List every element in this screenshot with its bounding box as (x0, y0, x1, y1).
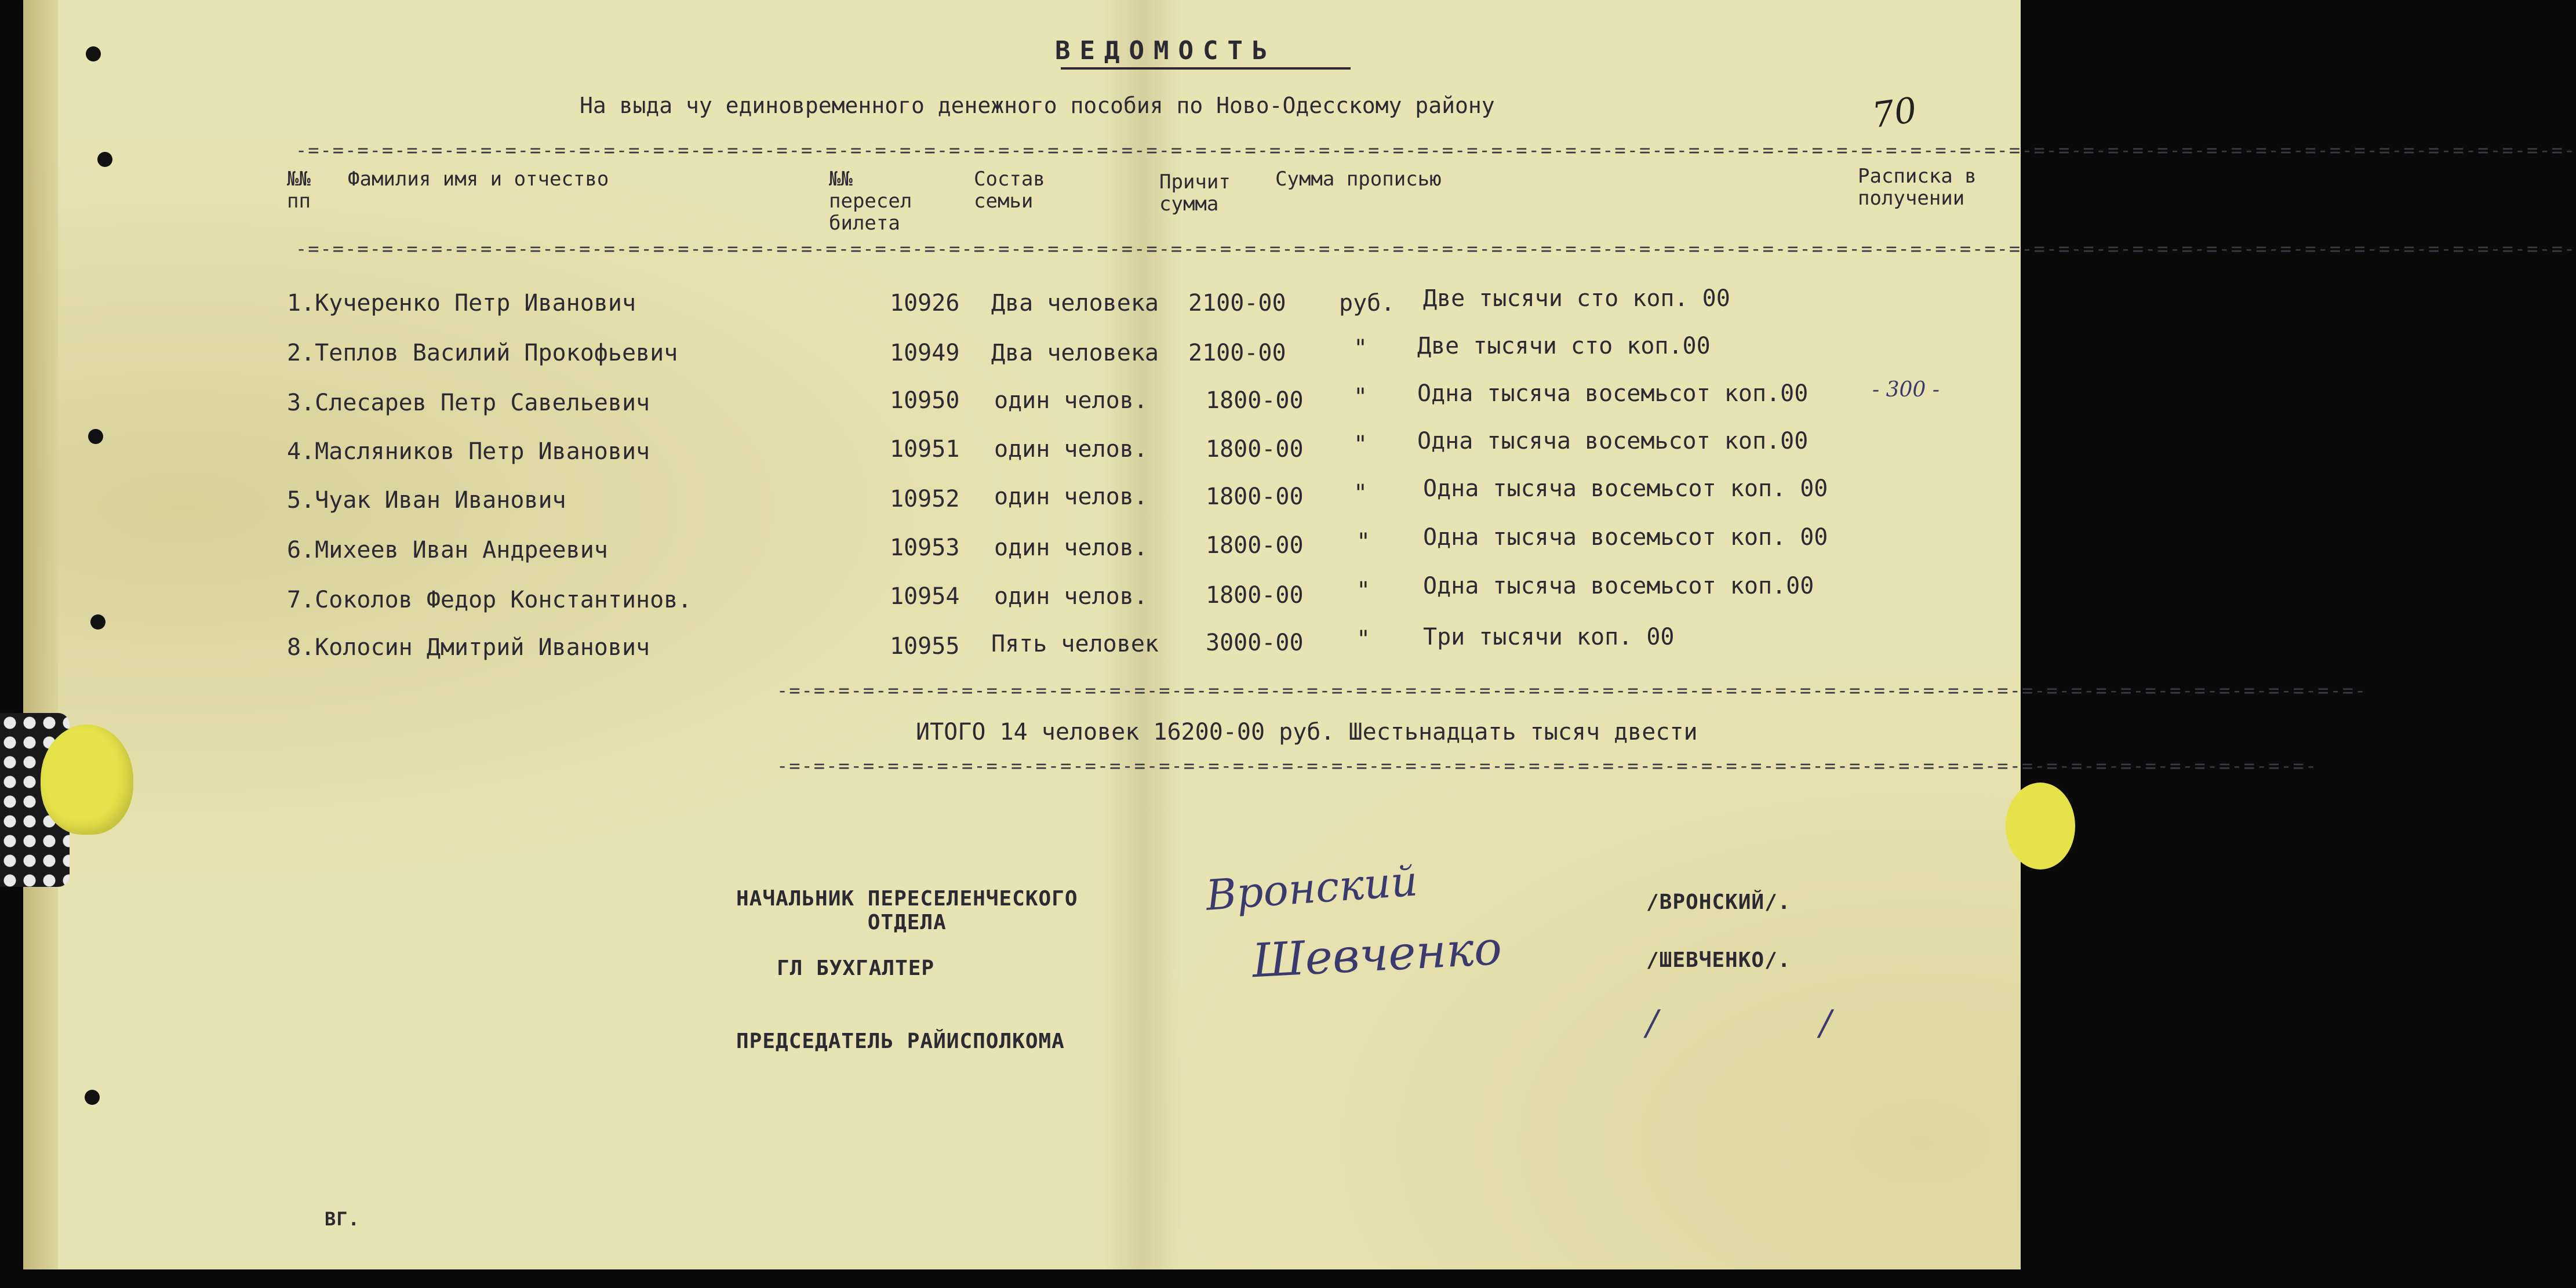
punch-hole (86, 46, 101, 61)
row-words: Одна тысяча восемьсот коп. 00 (1423, 475, 1828, 502)
row-ticket: 10953 (890, 534, 960, 561)
clip-knob-right (2006, 783, 2075, 869)
row-name: 3.Слесарев Петр Савельевич (287, 390, 650, 416)
row-name: 7.Соколов Федор Константинов. (287, 587, 692, 613)
row-ditto: " (1354, 384, 1368, 410)
punch-hole (85, 1090, 100, 1105)
row-sum: 1800-00 (1206, 387, 1304, 414)
row-name: 2.Теплов Василий Прокофьевич (287, 340, 678, 366)
row-family: один челов. (994, 387, 1148, 414)
row-ticket: 10952 (890, 486, 960, 512)
total-bottom-rule: -=-=-=-=-=-=-=-=-=-=-=-=-=-=-=-=-=-=-=-=-=-=-=-=-=-=-=-=-=-=-=-=-=-=-=-=-=-=-=-=-=-=-=-=-=-=-=-=-=-=-=-=-=-=-=-=-=-=-=-=-=-=- (777, 755, 2318, 777)
row-words: Три тысячи коп. 00 (1423, 624, 1675, 650)
row-ditto: " (1356, 529, 1371, 555)
row-ticket: 10950 (890, 387, 960, 414)
head-name: /ВРОНСКИЙ/. (1646, 890, 1791, 914)
row-sum: 1800-00 (1206, 532, 1304, 559)
header-words: Сумма прописью (1275, 168, 1442, 191)
row-words: Одна тысяча восемьсот коп.00 (1417, 428, 1809, 454)
row-ditto: " (1354, 335, 1368, 362)
row-family: один челов. (994, 583, 1148, 610)
row-ditto: " (1356, 626, 1371, 653)
header-family: Состав семьи (974, 168, 1045, 213)
row-ticket: 10954 (890, 583, 960, 610)
row-family: один челов. (994, 436, 1148, 463)
row-family: Пять человек (991, 631, 1159, 657)
document-subtitle: На выда чу единовременного денежного пособия по Ново-Одесскому району (580, 93, 1495, 118)
chief-accountant-label: ГЛ БУХГАЛТЕР (777, 956, 935, 980)
row-name: 8.Колосин Дмитрий Иванович (287, 634, 650, 661)
punch-hole (90, 614, 105, 630)
typist-initials: ВГ. (325, 1208, 360, 1230)
row-words: Две тысячи сто коп. 00 (1423, 285, 1730, 312)
row-name: 1.Кучеренко Петр Иванович (287, 290, 636, 316)
row-sum: 1800-00 (1206, 582, 1304, 609)
row-words: Одна тысяча восемьсот коп. 00 (1423, 524, 1828, 551)
table-top-rule: -=-=-=-=-=-=-=-=-=-=-=-=-=-=-=-=-=-=-=-=-=-=-=-=-=-=-=-=-=-=-=-=-=-=-=-=-=-=-=-=-=-=-=-=-=-=-=-=-=-=-=-=-=-=-=-=-=-=-=-=-=-=-=-=-=-=-=-=-=-=-=-=-=-=-=-=-=-=-=-=-=-=-=-=-=-=-=-=-=-=-=-=- (296, 139, 2576, 161)
row-ticket: 10926 (890, 290, 960, 316)
row-ticket: 10949 (890, 340, 960, 366)
sheet-torn-edge (23, 0, 58, 1269)
row-ditto: " (1354, 431, 1368, 458)
row-ticket: 10951 (890, 436, 960, 463)
accountant-name: /ШЕВЧЕНКО/. (1646, 948, 1791, 972)
row-family: Два человека (991, 290, 1159, 316)
table-header-rule: -=-=-=-=-=-=-=-=-=-=-=-=-=-=-=-=-=-=-=-=-=-=-=-=-=-=-=-=-=-=-=-=-=-=-=-=-=-=-=-=-=-=-=-=-=-=-=-=-=-=-=-=-=-=-=-=-=-=-=-=-=-=-=-=-=-=-=-=-=-=-=-=-=-=-=-=-=-=-=-=-=-=-=-=-=-=-=-=-=-=-=-=- (296, 238, 2576, 260)
title-underline (1061, 67, 1351, 70)
row-ditto: " (1356, 577, 1371, 604)
row-sum: 2100-00 (1188, 340, 1286, 366)
header-receipt: Расписка в получении (1858, 165, 1977, 210)
row-sum: 1800-00 (1206, 436, 1304, 463)
row-ditto: " (1354, 480, 1368, 507)
row-sum: 2100-00 (1188, 290, 1286, 316)
row-note: - 300 - (1872, 378, 1940, 402)
row-sum: 1800-00 (1206, 483, 1304, 510)
row-ticket: 10955 (890, 633, 960, 660)
punch-hole (97, 152, 112, 167)
row-ditto: руб. (1339, 290, 1395, 316)
clip-knob-left (41, 725, 133, 835)
head-of-department-label: НАЧАЛЬНИК ПЕРЕСЕЛЕНЧЕСКОГО ОТДЕЛА (736, 887, 1078, 934)
handwritten-signature-head: Вронский (1204, 856, 1420, 920)
row-family: Два человека (991, 340, 1159, 366)
document-title: ВЕДОМОСТЬ (1055, 36, 1277, 66)
handwritten-signature-accountant: Шевченко (1250, 920, 1504, 988)
header-name: Фамилия имя и отчество (348, 168, 609, 191)
row-name: 6.Михеев Иван Андреевич (287, 537, 608, 563)
row-family: один челов. (994, 483, 1148, 510)
header-num: №№ пп (287, 168, 311, 213)
chairman-label: ПРЕДСЕДАТЕЛЬ РАЙИСПОЛКОМА (736, 1029, 1065, 1053)
header-ticket: №№ пересел билета (829, 168, 912, 235)
total-top-rule: -=-=-=-=-=-=-=-=-=-=-=-=-=-=-=-=-=-=-=-=-=-=-=-=-=-=-=-=-=-=-=-=-=-=-=-=-=-=-=-=-=-=-=-=-=-=-=-=-=-=-=-=-=-=-=-=-=-=-=-=-=-=-=-=- (777, 679, 2367, 701)
punch-hole (88, 429, 103, 444)
row-words: Одна тысяча восемьсот коп.00 (1417, 380, 1809, 407)
row-sum: 3000-00 (1206, 630, 1304, 656)
row-name: 4.Масляников Петр Иванович (287, 438, 650, 465)
header-due: Причит сумма (1159, 170, 1231, 216)
folio-number: 70 (1869, 90, 1919, 136)
row-name: 5.Чуак Иван Иванович (287, 487, 566, 514)
row-words: Одна тысяча восемьсот коп.00 (1423, 573, 1814, 599)
total-line: ИТОГО 14 человек 16200-00 руб. Шестьнадцать тысяч двести (916, 719, 1698, 745)
chairman-name: / / (1646, 1003, 1832, 1043)
row-family: один челов. (994, 534, 1148, 561)
row-words: Две тысячи сто коп.00 (1417, 333, 1711, 359)
